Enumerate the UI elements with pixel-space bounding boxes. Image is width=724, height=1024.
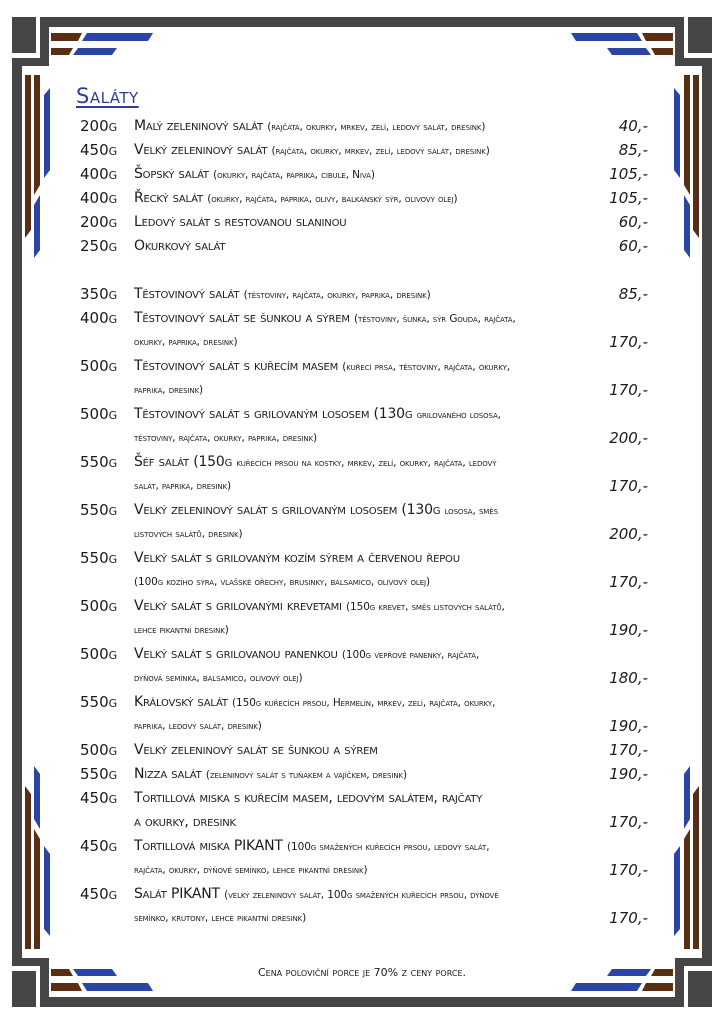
- item-name: Salát PIKANT: [134, 886, 220, 902]
- item-name: Velký zeleninový salát: [134, 142, 268, 158]
- item-description: (100g smažených kuřecích prsou, ledový salát,: [287, 841, 490, 853]
- item-description: (rajčata, okurky, mrkev, zelí, ledový salát, dresink): [271, 145, 490, 157]
- menu-item: [80, 762, 650, 786]
- menu-item-line: [80, 474, 650, 498]
- menu-item-line: [80, 402, 650, 426]
- item-name: Velký zeleninový salát s grilovaným lososem (130g: [134, 502, 441, 518]
- item-weight: 550g: [80, 453, 118, 471]
- menu-item: [80, 642, 650, 690]
- item-description: (150g kuřecích prsou, Hermelín, mrkev, zelí, rajčata, okurky,: [232, 697, 496, 709]
- item-description: kuřecích prsou na kostky, mrkev, zelí, okurky, rajčata, ledový: [236, 457, 497, 469]
- item-name: Velký zeleninový salát se šunkou a sýrem: [134, 742, 378, 758]
- item-text: [134, 210, 346, 234]
- menu-item: [80, 594, 650, 642]
- menu-item-line: [80, 666, 650, 690]
- group-spacer: [80, 258, 650, 282]
- menu-item-line: [80, 810, 650, 834]
- menu-item-line: [80, 234, 650, 258]
- item-price: 180,-: [609, 669, 648, 687]
- menu-item-line: [80, 426, 650, 450]
- menu-item-line: [80, 834, 650, 858]
- item-name: Královský salát: [134, 694, 228, 710]
- item-description: (rajčata, okurky, mrkev, zelí, ledový salát, dresink): [267, 121, 486, 133]
- menu-item: [80, 306, 650, 354]
- footer-note: Cena poloviční porce je 70% z ceny porce.: [257, 966, 467, 979]
- item-weight: 550g: [80, 765, 118, 783]
- item-weight: 550g: [80, 693, 118, 711]
- item-name: Šéf salát (150g: [134, 454, 233, 470]
- item-weight: 400g: [80, 309, 118, 327]
- item-price: 170,-: [609, 381, 648, 399]
- menu-item-line: [80, 114, 650, 138]
- item-name: Velký salát s grilovaným kozím sýrem a červenou řepou: [134, 550, 460, 566]
- item-name: Velký salát s grilovanou panenkou: [134, 646, 338, 662]
- item-weight: 250g: [80, 237, 118, 255]
- menu-item-line: [80, 498, 650, 522]
- item-price: 200,-: [609, 429, 648, 447]
- item-text: [134, 546, 460, 570]
- item-price: 60,-: [618, 237, 648, 255]
- menu-item-line: [80, 378, 650, 402]
- item-weight: 500g: [80, 405, 118, 423]
- menu-item-line: [80, 570, 650, 594]
- item-name: Tortillová miska s kuřecím masem, ledovým salátem, rajčaty: [134, 790, 483, 806]
- item-name: Velký salát s grilovanými krevetami: [134, 598, 342, 614]
- item-weight: 200g: [80, 117, 118, 135]
- menu-item: [80, 834, 650, 882]
- menu-item-line: [80, 138, 650, 162]
- item-text: [134, 834, 489, 859]
- item-description-continued: paprika, ledový salát, dresink): [134, 720, 262, 732]
- item-weight: 500g: [80, 741, 118, 759]
- menu-item: [80, 354, 650, 402]
- menu-item: [80, 210, 650, 234]
- menu-item-line: [80, 210, 650, 234]
- item-text: [134, 882, 499, 907]
- menu-item-line: [80, 714, 650, 738]
- menu-item-line: [80, 738, 650, 762]
- item-name: Nizza salát: [134, 766, 202, 782]
- item-description-continued: lehce pikantní dresink): [134, 624, 229, 636]
- item-description-continued: těstoviny, rajčata, okurky, paprika, dresink): [134, 432, 318, 444]
- item-text: [134, 594, 505, 619]
- item-description-continued: okurky, paprika, dresink): [134, 336, 238, 348]
- item-description: (okurky, rajčata, paprika, cibule, Niva): [213, 169, 375, 181]
- item-description-continued: salát, paprika, dresink): [134, 480, 231, 492]
- item-description-continued: a okurky, dresink: [134, 814, 236, 830]
- item-weight: 500g: [80, 645, 118, 663]
- item-price: 170,-: [609, 909, 648, 927]
- item-weight: 550g: [80, 501, 118, 519]
- menu-item: [80, 138, 650, 162]
- item-weight: 400g: [80, 189, 118, 207]
- item-text: [134, 186, 457, 211]
- item-price: 190,-: [609, 765, 648, 783]
- item-name: Těstovinový salát se šunkou a sýrem: [134, 310, 350, 326]
- menu-item: [80, 738, 650, 762]
- item-weight: 550g: [80, 549, 118, 567]
- item-weight: 450g: [80, 141, 118, 159]
- item-text: [134, 450, 496, 475]
- menu-item: [80, 282, 650, 306]
- item-description: (těstoviny, šunka, sýr Gouda, rajčata,: [354, 313, 516, 325]
- item-price: 40,-: [618, 117, 648, 135]
- item-name: Tortillová miska PIKANT: [134, 838, 283, 854]
- item-price: 190,-: [609, 717, 648, 735]
- item-price: 170,-: [609, 741, 648, 759]
- item-weight: 400g: [80, 165, 118, 183]
- menu-item-line: [80, 450, 650, 474]
- item-weight: 450g: [80, 837, 118, 855]
- menu-item-line: [80, 522, 650, 546]
- menu-item: [80, 690, 650, 738]
- menu-item-line: [80, 882, 650, 906]
- item-price: 170,-: [609, 861, 648, 879]
- item-description: (okurky, rajčata, paprika, olivy, balkánský sýr, olivový olej): [207, 193, 458, 205]
- item-description-continued: (100g kozího sýra, vlašské ořechy, brusinky, balsamico, olivový olej): [134, 576, 431, 588]
- menu-item-line: [80, 354, 650, 378]
- menu-item: [80, 450, 650, 498]
- item-weight: 350g: [80, 285, 118, 303]
- item-text: [134, 786, 482, 810]
- item-text: [134, 690, 495, 715]
- item-text: [134, 138, 490, 163]
- menu-item-line: [80, 546, 650, 570]
- menu-item-line: [80, 642, 650, 666]
- item-description-continued: semínko, krutony, lehce pikantní dresink): [134, 912, 307, 924]
- item-text: [134, 162, 375, 187]
- menu-item-line: [80, 162, 650, 186]
- item-name: Ledový salát s restovanou slaninou: [134, 214, 347, 230]
- menu-item-line: [80, 690, 650, 714]
- item-price: 170,-: [609, 333, 648, 351]
- item-weight: 200g: [80, 213, 118, 231]
- item-text: [134, 354, 510, 379]
- item-text: [134, 498, 498, 523]
- item-text: [134, 402, 501, 427]
- menu-item: [80, 786, 650, 834]
- section-title: Saláty: [76, 84, 139, 108]
- item-description: grilovaného lososa,: [416, 409, 501, 421]
- item-price: 190,-: [609, 621, 648, 639]
- item-description-continued: listových salátů, dresink): [134, 528, 243, 540]
- menu-list: [80, 114, 650, 930]
- item-price: 85,-: [618, 141, 648, 159]
- item-description: (kuřecí prsa, těstoviny, rajčata, okurky,: [342, 361, 510, 373]
- item-description: lososa, směs: [444, 505, 498, 517]
- item-name: Malý zeleninový salát: [134, 118, 263, 134]
- menu-item-line: [80, 618, 650, 642]
- item-name: Těstovinový salát s grilovaným lososem (130g: [134, 406, 413, 422]
- menu-item-line: [80, 906, 650, 930]
- item-description: (100g vepřové panenky, rajčata,: [341, 649, 480, 661]
- item-price: 170,-: [609, 477, 648, 495]
- item-description-continued: dýňová semínka, balsamico, olivový olej): [134, 672, 303, 684]
- item-price: 105,-: [609, 189, 648, 207]
- menu-item: [80, 234, 650, 258]
- menu-item: [80, 882, 650, 930]
- item-weight: 450g: [80, 885, 118, 903]
- item-description: (150g krevet, směs listových salátů,: [346, 601, 505, 613]
- item-weight: 450g: [80, 789, 118, 807]
- item-price: 200,-: [609, 525, 648, 543]
- item-name: Šopský salát: [134, 166, 209, 182]
- menu-item-line: [80, 594, 650, 618]
- item-text: [134, 234, 225, 258]
- item-name: Okurkový salát: [134, 238, 226, 254]
- menu-item: [80, 114, 650, 138]
- item-text: [134, 114, 485, 139]
- item-price: 170,-: [609, 813, 648, 831]
- item-name: Těstovinový salát s kuřecím masem: [134, 358, 339, 374]
- menu-item-line: [80, 330, 650, 354]
- item-weight: 500g: [80, 597, 118, 615]
- item-text: [134, 306, 516, 331]
- menu-item-line: [80, 858, 650, 882]
- item-price: 85,-: [618, 285, 648, 303]
- item-text: [134, 282, 431, 307]
- item-description-continued: rajčata, okurky, dýňové semínko, lehce pikantní dresink): [134, 864, 368, 876]
- item-description-continued: paprika, dresink): [134, 384, 204, 396]
- menu-item-line: [80, 186, 650, 210]
- item-price: 170,-: [609, 573, 648, 591]
- menu-item: [80, 162, 650, 186]
- menu-item: [80, 402, 650, 450]
- item-text: [134, 738, 378, 762]
- item-text: [134, 762, 407, 787]
- item-price: 105,-: [609, 165, 648, 183]
- item-description: (velký zeleninový salát, 100g smažených kuřecích prsou, dýňové: [224, 889, 499, 901]
- menu-item-line: [80, 786, 650, 810]
- item-name: Řecký salát: [134, 190, 203, 206]
- item-text: [134, 642, 479, 667]
- item-description: (těstoviny, rajčata, okurky, paprika, dresink): [243, 289, 431, 301]
- item-name: Těstovinový salát: [134, 286, 240, 302]
- menu-item: [80, 546, 650, 594]
- item-weight: 500g: [80, 357, 118, 375]
- menu-item-line: [80, 762, 650, 786]
- menu-item: [80, 186, 650, 210]
- menu-item: [80, 498, 650, 546]
- menu-item-line: [80, 282, 650, 306]
- item-description: (zeleninový salát s tuňákem a vajíčkem, dresink): [205, 769, 407, 781]
- menu-item-line: [80, 306, 650, 330]
- item-price: 60,-: [618, 213, 648, 231]
